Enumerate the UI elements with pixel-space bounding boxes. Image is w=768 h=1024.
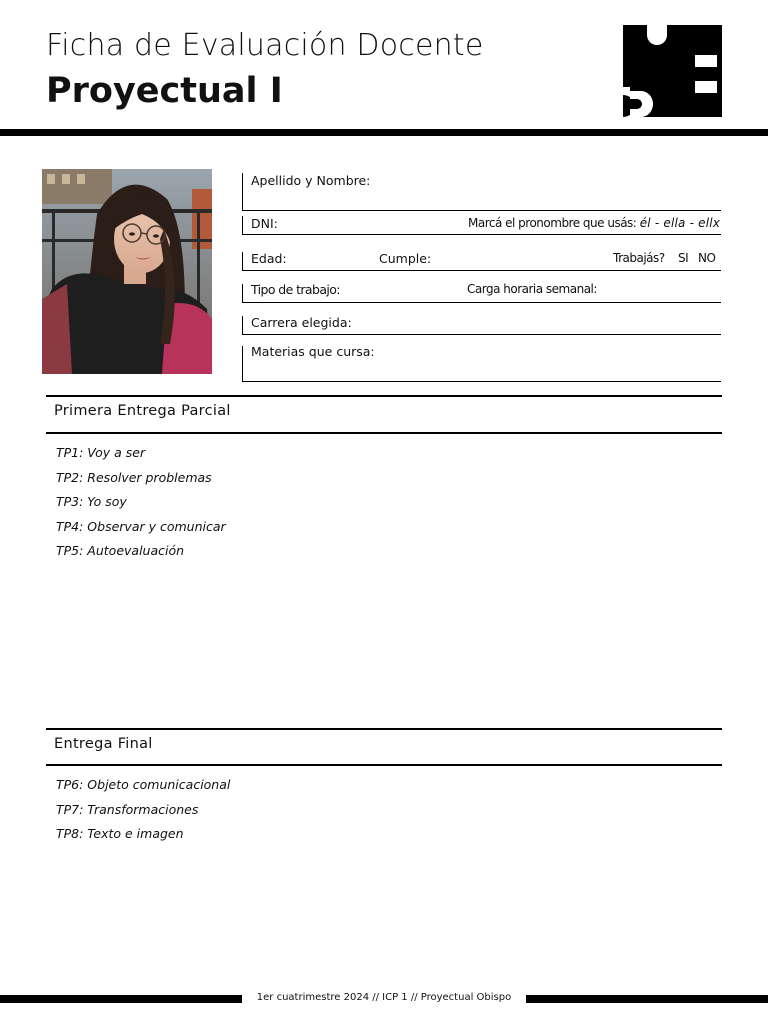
subjects-label: Materias que cursa: bbox=[251, 344, 375, 359]
pronoun-prompt bbox=[468, 216, 720, 230]
work-yes-option[interactable]: SI bbox=[678, 251, 689, 265]
work-question: Trabajás? bbox=[613, 251, 665, 265]
job-type-label: Tipo de trabajo: bbox=[251, 282, 340, 297]
section-title-first-delivery: Primera Entrega Parcial bbox=[54, 403, 231, 419]
dni-field[interactable] bbox=[242, 216, 721, 235]
list-item: TP3: Yo soy bbox=[56, 494, 127, 509]
university-logo-icon bbox=[623, 25, 722, 117]
section-divider bbox=[46, 728, 722, 730]
student-photo-image bbox=[42, 169, 212, 374]
student-photo bbox=[42, 169, 212, 374]
name-label: Apellido y Nombre: bbox=[251, 173, 371, 188]
section-divider bbox=[46, 395, 722, 397]
dni-label: DNI: bbox=[251, 216, 278, 231]
work-no-option[interactable]: NO bbox=[698, 251, 716, 265]
header-divider bbox=[0, 129, 768, 136]
list-item: TP8: Texto e imagen bbox=[56, 826, 184, 841]
tp-list-final-delivery bbox=[56, 773, 230, 847]
birthday-label: Cumple: bbox=[379, 251, 432, 266]
section-divider bbox=[46, 432, 722, 434]
career-label: Carrera elegida: bbox=[251, 315, 352, 330]
age-birthday-field[interactable] bbox=[242, 252, 721, 271]
list-item: TP5: Autoevaluación bbox=[56, 543, 185, 558]
weekly-hours-label: Carga horaria semanal: bbox=[467, 282, 597, 296]
age-label: Edad: bbox=[251, 251, 287, 266]
page-title: Ficha de Evaluación Docente bbox=[46, 28, 484, 63]
footer-text: 1er cuatrimestre 2024 // ICP 1 // Proyectual Obispo bbox=[256, 992, 512, 1003]
footer-bar-right bbox=[526, 995, 768, 1003]
job-field[interactable] bbox=[242, 284, 721, 303]
course-title: Proyectual I bbox=[46, 71, 283, 111]
section-title-final-delivery: Entrega Final bbox=[54, 736, 153, 752]
footer-bar-left bbox=[0, 995, 242, 1003]
list-item: TP2: Resolver problemas bbox=[56, 469, 212, 485]
list-item: TP7: Transformaciones bbox=[56, 801, 199, 817]
pronoun-prompt-text: Marcá el pronombre que usás: bbox=[468, 216, 637, 230]
subjects-field[interactable] bbox=[242, 346, 721, 382]
section-divider bbox=[46, 764, 722, 766]
career-field[interactable] bbox=[242, 316, 721, 335]
tp-list-first-delivery bbox=[56, 441, 226, 564]
list-item: TP6: Objeto comunicacional bbox=[56, 777, 231, 792]
name-field[interactable] bbox=[242, 173, 721, 211]
list-item: TP4: Observar y comunicar bbox=[56, 518, 226, 534]
list-item: TP1: Voy a ser bbox=[56, 445, 146, 460]
pronoun-options[interactable]: él - ella - ellx bbox=[639, 216, 721, 230]
